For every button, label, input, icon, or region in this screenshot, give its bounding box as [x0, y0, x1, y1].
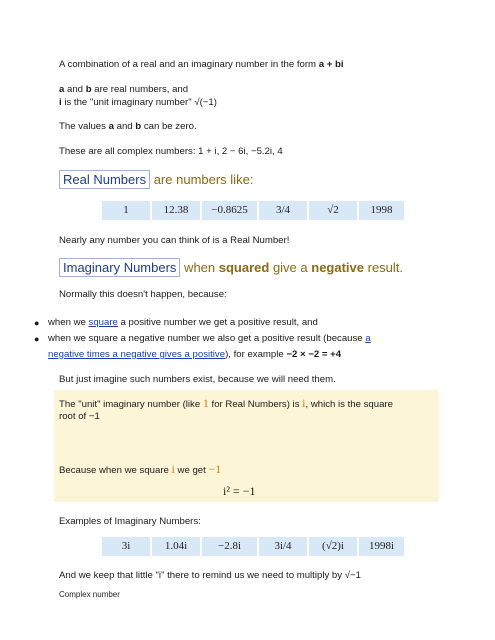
imaginary-examples-row [102, 537, 404, 556]
box-line-2: root of −1 [59, 411, 100, 422]
imagine-text: But just imagine such numbers exist, because we will need them. [59, 374, 336, 385]
bullet-text: when we [48, 317, 89, 328]
list-item [26, 331, 466, 363]
real-example: √2 [309, 201, 359, 220]
var-b: b [135, 121, 142, 132]
real-example: −0.8625 [202, 201, 259, 220]
text-and: and [64, 84, 86, 95]
heading-negative: negative [311, 260, 364, 275]
box-text: for Real Numbers) is [208, 399, 303, 410]
real-example: 1998 [370, 204, 393, 216]
list-item [26, 315, 466, 331]
heading-rest: are numbers like: [150, 172, 254, 187]
box-text: Because when we square [59, 465, 172, 476]
imaginary-example: 1998i [368, 540, 395, 552]
box-one: 1 [202, 396, 209, 410]
heading-give: give a [269, 260, 312, 275]
box-i: i [302, 396, 306, 410]
imaginary-example: 3i [102, 537, 152, 556]
intro-examples-line: These are all complex numbers: 1 + i, 2 − 6i, −5.2i, 4 [59, 146, 283, 157]
imaginary-example: 1.04i [152, 537, 202, 556]
box-line-1 [59, 397, 393, 411]
square-link[interactable]: square [88, 317, 118, 328]
normally-text: Normally this doesn't happen, because: [59, 289, 227, 300]
intro-text: A combination of a real and an imaginary number in the form [59, 59, 319, 70]
heading-when: when [180, 260, 219, 275]
definition-box [54, 390, 439, 502]
heading-squared: squared [218, 260, 270, 275]
real-examples-row [102, 201, 404, 220]
text-rest: is the "unit imaginary number" √(−1) [61, 97, 217, 108]
bullet-list [26, 315, 466, 363]
text-rest: are real numbers, and [91, 84, 189, 95]
imaginary-examples-label: Examples of Imaginary Numbers: [59, 516, 201, 527]
intro-ab-line [59, 83, 188, 96]
box-equation: i² = −1 [223, 484, 256, 498]
imaginary-example: −2.8i [202, 537, 259, 556]
imaginary-example: (√2)i [309, 537, 359, 556]
bullet-icon: ● [34, 334, 40, 344]
real-example: 1 [102, 201, 152, 220]
text-pre: The values [59, 121, 109, 132]
bullet-text: when we square a negative number we also get a positive result (because [48, 333, 366, 344]
var-a: a [59, 84, 65, 95]
real-example: 12.38 [152, 201, 202, 220]
intro-zero-line [59, 120, 197, 133]
real-numbers-link[interactable]: Real Numbers [59, 170, 150, 189]
example-equation: −2 × −2 = +4 [286, 349, 342, 360]
bullet-icon: ● [34, 318, 40, 328]
real-note: Nearly any number you can think of is a Real Number! [59, 235, 290, 246]
box-value: −1 [208, 462, 222, 476]
real-example: 3/4 [259, 201, 309, 220]
box-because [59, 463, 221, 477]
imaginary-numbers-heading [59, 260, 403, 275]
text-and: and [113, 121, 136, 132]
var-a: a [108, 121, 114, 132]
imaginary-example: 3i/4 [259, 537, 309, 556]
imaginary-numbers-link[interactable]: Imaginary Numbers [59, 258, 180, 277]
intro-definition [59, 58, 344, 71]
real-numbers-heading [59, 172, 253, 187]
intro-i-line [59, 96, 217, 109]
var-b: b [85, 84, 92, 95]
closing-text: And we keep that little "i" there to remind us we need to multiply by √−1 [59, 570, 361, 581]
box-text: we get [174, 465, 209, 476]
bullet-text: a positive number we get a positive result, and [117, 317, 318, 328]
var-i: i [59, 97, 62, 108]
footer-label: Complex number [59, 590, 120, 599]
intro-form: a + bi [318, 59, 344, 70]
box-text: The "unit" imaginary number (like [59, 399, 203, 410]
negative-times-negative-link[interactable]: negative times a negative gives a positive [48, 349, 226, 360]
negative-times-negative-link[interactable]: a [365, 333, 371, 344]
text-rest: can be zero. [141, 121, 197, 132]
box-text: , which is the square [305, 399, 393, 410]
heading-result: result. [364, 260, 404, 275]
box-i: i [171, 462, 175, 476]
bullet-text: ), for example [225, 349, 287, 360]
